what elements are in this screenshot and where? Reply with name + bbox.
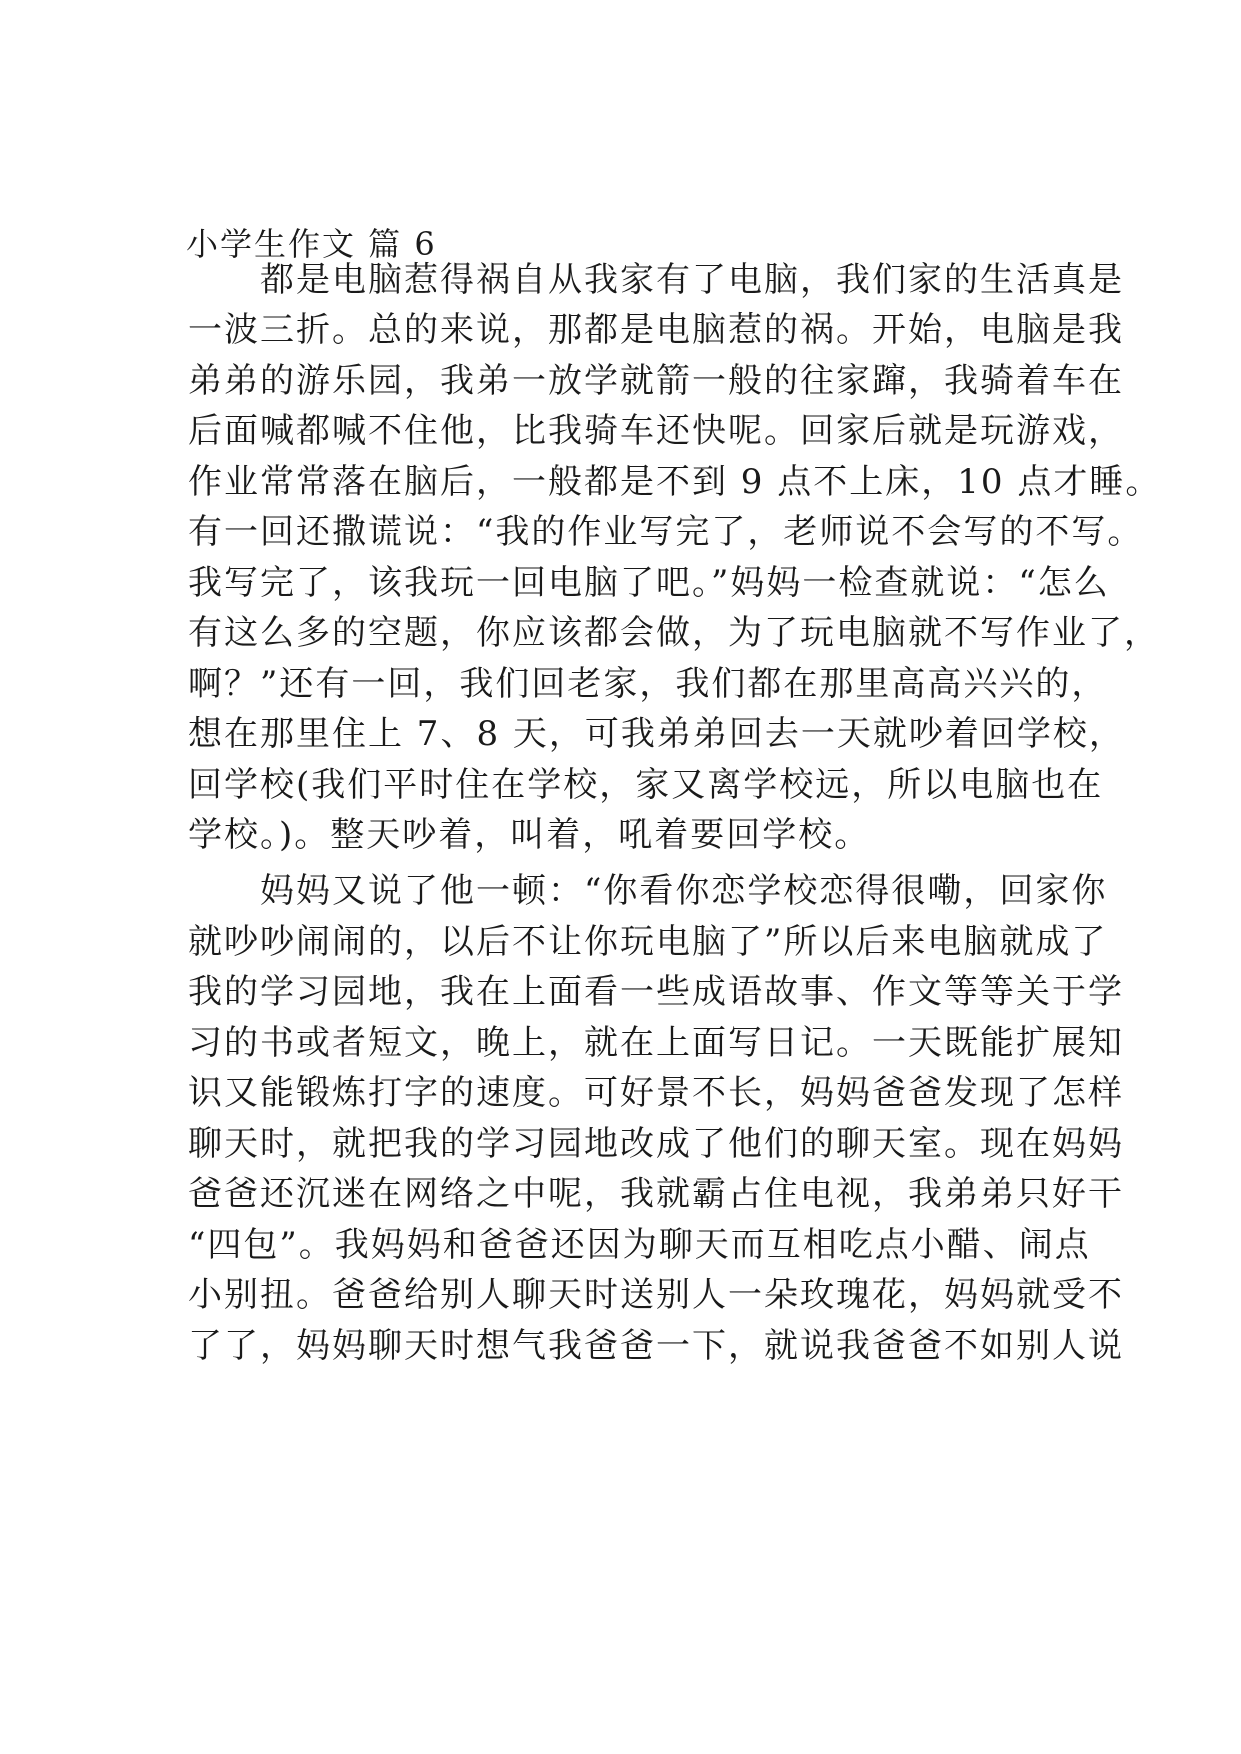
text-line: “四包”。我妈妈和爸爸还因为聊天而互相吃点小醋、闹点 bbox=[188, 1225, 1091, 1265]
text-line: 聊天时，就把我的学习园地改成了他们的聊天室。现在妈妈 bbox=[188, 1124, 1124, 1164]
text-line: 我写完了，该我玩一回电脑了吧。”妈妈一检查就说：“怎么 bbox=[188, 563, 1110, 603]
text-line: 回学校(我们平时住在学校，家又离学校远，所以电脑也在 bbox=[188, 765, 1104, 805]
text-line: 我的学习园地，我在上面看一些成语故事、作文等等关于学 bbox=[188, 972, 1124, 1012]
text-line: 一波三折。总的来说，那都是电脑惹的祸。开始，电脑是我 bbox=[188, 310, 1124, 350]
text-line: 后面喊都喊不住他，比我骑车还快呢。回家后就是玩游戏， bbox=[188, 411, 1124, 451]
text-line: 想在那里住上 7、8 天，可我弟弟回去一天就吵着回学校， bbox=[188, 714, 1125, 754]
text-line: 学校。)。整天吵着，叫着，吼着要回学校。 bbox=[188, 815, 871, 855]
text-line: 作业常常落在脑后，一般都是不到 9 点不上床，10 点才睡。 bbox=[188, 462, 1162, 502]
text-line: 都是电脑惹得祸自从我家有了电脑，我们家的生活真是 bbox=[188, 260, 1124, 300]
text-line: 啊？”还有一回，我们回老家，我们都在那里高高兴兴的， bbox=[188, 664, 1108, 704]
text-line: 弟弟的游乐园，我弟一放学就箭一般的往家蹿，我骑着车在 bbox=[188, 361, 1124, 401]
text-line: 爸爸还沉迷在网络之中呢，我就霸占住电视，我弟弟只好干 bbox=[188, 1174, 1124, 1214]
text-line: 小别扭。爸爸给别人聊天时送别人一朵玫瑰花，妈妈就受不 bbox=[188, 1275, 1124, 1315]
essay-title: 小学生作文 篇 6 bbox=[186, 225, 437, 263]
text-line: 就吵吵闹闹的，以后不让你玩电脑了”所以后来电脑就成了 bbox=[188, 922, 1108, 962]
text-line: 妈妈又说了他一顿：“你看你恋学校恋得很嘞，回家你 bbox=[188, 871, 1108, 911]
text-line: 习的书或者短文，晚上，就在上面写日记。一天既能扩展知 bbox=[188, 1023, 1124, 1063]
text-line: 了了，妈妈聊天时想气我爸爸一下，就说我爸爸不如别人说 bbox=[188, 1326, 1124, 1366]
text-line: 识又能锻炼打字的速度。可好景不长，妈妈爸爸发现了怎样 bbox=[188, 1073, 1124, 1113]
text-line: 有一回还撒谎说：“我的作业写完了，老师说不会写的不写。 bbox=[188, 512, 1144, 552]
text-line: 有这么多的空题，你应该都会做，为了玩电脑就不写作业了， bbox=[188, 613, 1160, 653]
